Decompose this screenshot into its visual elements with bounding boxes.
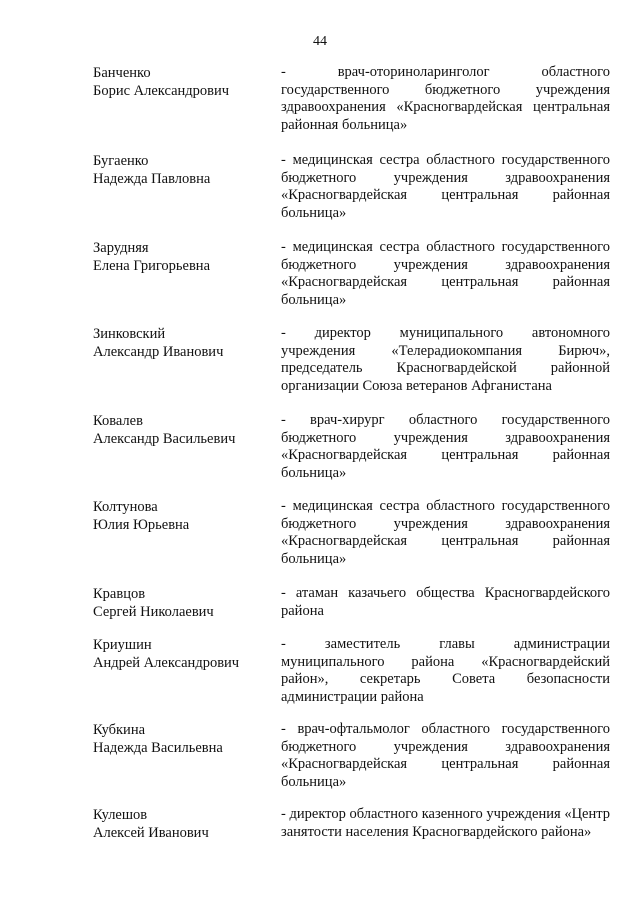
page-number: 44 bbox=[313, 34, 327, 49]
position-description: - директор муниципального автономного учреждения «Телерадиокомпания Бирюч», председатель Красногвардейской районной организации Союза ветеранов Афганистана bbox=[281, 325, 610, 395]
surname: Кубкина bbox=[93, 722, 146, 738]
position-description: - атаман казачьего общества Красногвардейского района bbox=[281, 585, 610, 619]
position-description: - врач-оториноларинголог областного государственного бюджетного учреждения здравоохранения «Красногвардейская центральная районная больница» bbox=[281, 64, 610, 134]
given-names: Алексей Иванович bbox=[93, 825, 209, 841]
position-description: - директор областного казенного учреждения «Центр занятости населения Красногвардейского района» bbox=[281, 806, 610, 840]
given-names: Александр Иванович bbox=[93, 344, 224, 360]
given-names: Сергей Николаевич bbox=[93, 604, 214, 620]
given-names: Юлия Юрьевна bbox=[93, 517, 190, 533]
person-name bbox=[93, 152, 273, 188]
person-name bbox=[93, 239, 273, 275]
position-description: - медицинская сестра областного государственного бюджетного учреждения здравоохранения «Красногвардейская центральная районная больница» bbox=[281, 239, 610, 309]
surname: Кравцов bbox=[93, 586, 146, 602]
person-name bbox=[93, 806, 273, 842]
surname: Зинковский bbox=[93, 326, 166, 342]
given-names: Елена Григорьевна bbox=[93, 258, 211, 274]
position-description: - медицинская сестра областного государственного бюджетного учреждения здравоохранения «Красногвардейская центральная районная больница» bbox=[281, 498, 610, 568]
person-name bbox=[93, 636, 273, 672]
surname: Ковалев bbox=[93, 413, 143, 429]
surname: Зарудняя bbox=[93, 240, 149, 256]
person-name bbox=[93, 412, 273, 448]
position-description: - врач-хирург областного государственного бюджетного учреждения здравоохранения «Красногвардейская центральная районная больница» bbox=[281, 412, 610, 482]
surname: Бугаенко bbox=[93, 153, 149, 169]
given-names: Борис Александрович bbox=[93, 83, 230, 99]
person-name bbox=[93, 498, 273, 534]
surname: Банченко bbox=[93, 65, 151, 81]
surname: Криушин bbox=[93, 637, 152, 653]
given-names: Андрей Александрович bbox=[93, 655, 240, 671]
given-names: Надежда Павловна bbox=[93, 171, 211, 187]
person-name bbox=[93, 64, 273, 100]
position-description: - заместитель главы администрации муниципального района «Красногвардейский район», секретарь Совета безопасности администрации района bbox=[281, 636, 610, 706]
given-names: Надежда Васильевна bbox=[93, 740, 223, 756]
position-description: - врач-офтальмолог областного государственного бюджетного учреждения здравоохранения «Красногвардейская центральная районная больница» bbox=[281, 721, 610, 791]
position-description: - медицинская сестра областного государственного бюджетного учреждения здравоохранения «Красногвардейская центральная районная больница» bbox=[281, 152, 610, 222]
given-names: Александр Васильевич bbox=[93, 431, 236, 447]
surname: Кулешов bbox=[93, 807, 148, 823]
person-name bbox=[93, 721, 273, 757]
person-name bbox=[93, 585, 273, 621]
person-name bbox=[93, 325, 273, 361]
surname: Колтунова bbox=[93, 499, 158, 515]
